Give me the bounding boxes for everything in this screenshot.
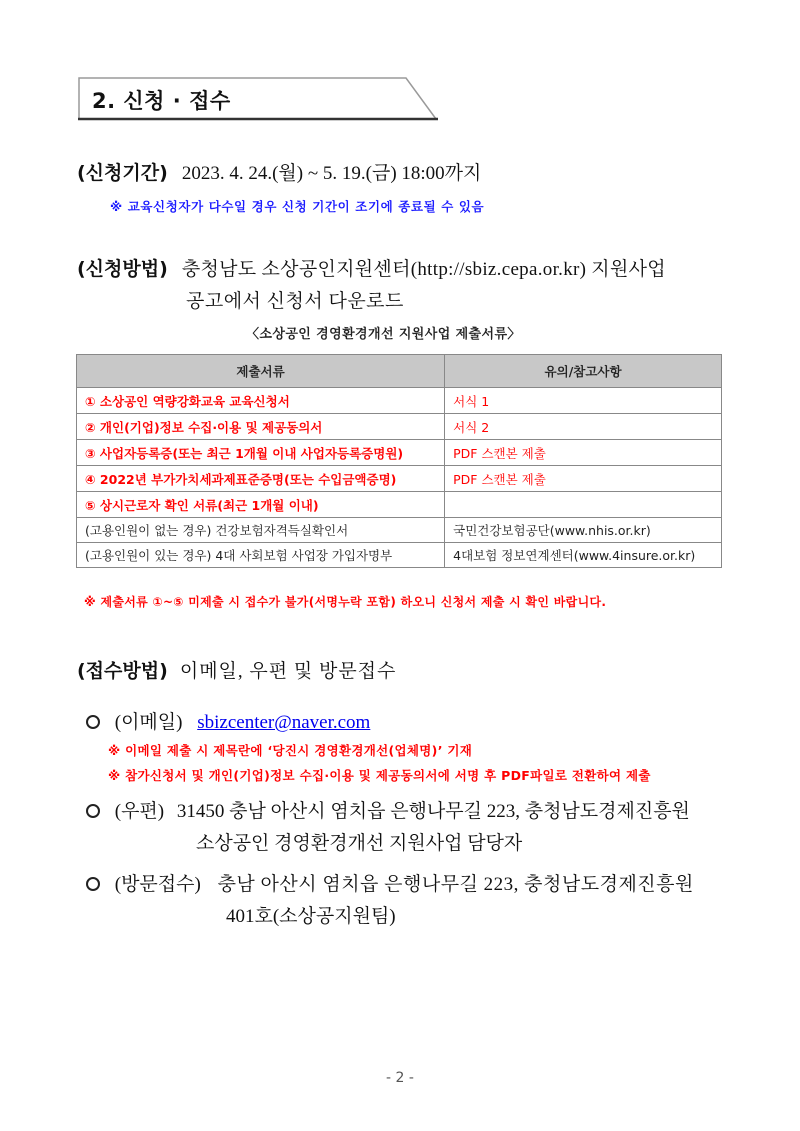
table-row	[77, 388, 722, 414]
table-caption: 〈소상공인 경영환경개선 지원사업 제출서류〉	[246, 327, 521, 342]
mail-address-line2: 소상공인 경영환경개선 지원사업 담당자	[196, 833, 523, 854]
note-cell: 서식 1	[445, 388, 722, 414]
email-item	[86, 707, 370, 734]
sub-note-cell: 4대보험 정보연계센터(www.4insure.or.kr)	[445, 543, 722, 568]
application-method-label: (신청방법)	[77, 258, 168, 280]
table-header-row	[77, 355, 722, 388]
documents-table	[76, 354, 722, 568]
mail-label: (우편)	[114, 801, 165, 822]
email-note-1: ※ 이메일 제출 시 제목란에 ‘당진시 경영환경개선(업체명)’ 기재	[108, 743, 473, 758]
application-period	[77, 158, 481, 185]
application-period-label: (신청기간)	[77, 162, 168, 184]
visit-item	[86, 869, 694, 896]
note-cell: PDF 스캔본 제출	[445, 440, 722, 466]
email-note-2: ※ 참가신청서 및 개인(기업)정보 수집·이용 및 제공동의서에 서명 후 PDF파일로 전환하여 제출	[108, 768, 651, 783]
doc-cell: ① 소상공인 역량강화교육 교육신청서	[77, 388, 445, 414]
table-row	[77, 414, 722, 440]
table-row	[77, 440, 722, 466]
doc-cell: ④ 2022년 부가가치세과제표준증명(또는 수입금액증명)	[77, 466, 445, 492]
table-sub-row	[77, 543, 722, 568]
table-row	[77, 492, 722, 518]
page-number: - 2 -	[386, 1070, 414, 1086]
submission-method-value: 이메일, 우편 및 방문접수	[179, 661, 397, 682]
doc-cell: ② 개인(기업)정보 수집·이용 및 제공동의서	[77, 414, 445, 440]
header-notes: 유의/참고사항	[445, 355, 722, 388]
circle-bullet-icon	[86, 804, 100, 818]
mail-address-line1: 31450 충남 아산시 염치읍 은행나무길 223, 충청남도경제진흥원	[176, 801, 690, 822]
section-heading	[78, 77, 436, 119]
header-documents: 제출서류	[77, 355, 445, 388]
doc-cell: ③ 사업자등록증(또는 최근 1개월 이내 사업자등록증명원)	[77, 440, 445, 466]
application-period-note: ※ 교육신청자가 다수일 경우 신청 기간이 조기에 종료될 수 있음	[110, 199, 485, 214]
application-method-line2: 공고에서 신청서 다운로드	[186, 291, 404, 312]
submission-method-label: (접수방법)	[77, 660, 168, 682]
table-warning: ※ 제출서류 ①~⑤ 미제출 시 접수가 불가(서명누락 포함) 하오니 신청서 제출 시 확인 바랍니다.	[84, 595, 607, 609]
sub-note-cell: 국민건강보험공단(www.nhis.or.kr)	[445, 518, 722, 543]
email-label: (이메일)	[114, 712, 183, 733]
section-title: 2. 신청 · 접수	[92, 89, 231, 113]
doc-cell: ⑤ 상시근로자 확인 서류(최근 1개월 이내)	[77, 492, 445, 518]
application-period-value: 2023. 4. 24.(월) ~ 5. 19.(금) 18:00까지	[181, 163, 482, 184]
visit-label: (방문접수)	[114, 874, 201, 895]
mail-item	[86, 796, 690, 823]
note-cell: 서식 2	[445, 414, 722, 440]
table-row	[77, 466, 722, 492]
application-method	[77, 254, 666, 281]
visit-address-line1: 충남 아산시 염치읍 은행나무길 223, 충청남도경제진흥원	[217, 874, 694, 895]
note-cell: PDF 스캔본 제출	[445, 466, 722, 492]
submission-method	[77, 656, 396, 683]
visit-address-line2: 401호(소상공지원팀)	[226, 906, 396, 927]
circle-bullet-icon	[86, 877, 100, 891]
application-method-line1: 충청남도 소상공인지원센터(http://sbiz.cepa.or.kr) 지원사업	[181, 259, 666, 280]
table-sub-row	[77, 518, 722, 543]
note-cell	[445, 492, 722, 518]
circle-bullet-icon	[86, 715, 100, 729]
sub-doc-cell: (고용인원이 있는 경우) 4대 사회보험 사업장 가입자명부	[77, 543, 445, 568]
sub-doc-cell: (고용인원이 없는 경우) 건강보험자격득실확인서	[77, 518, 445, 543]
email-link[interactable]: sbizcenter@naver.com	[197, 712, 371, 733]
